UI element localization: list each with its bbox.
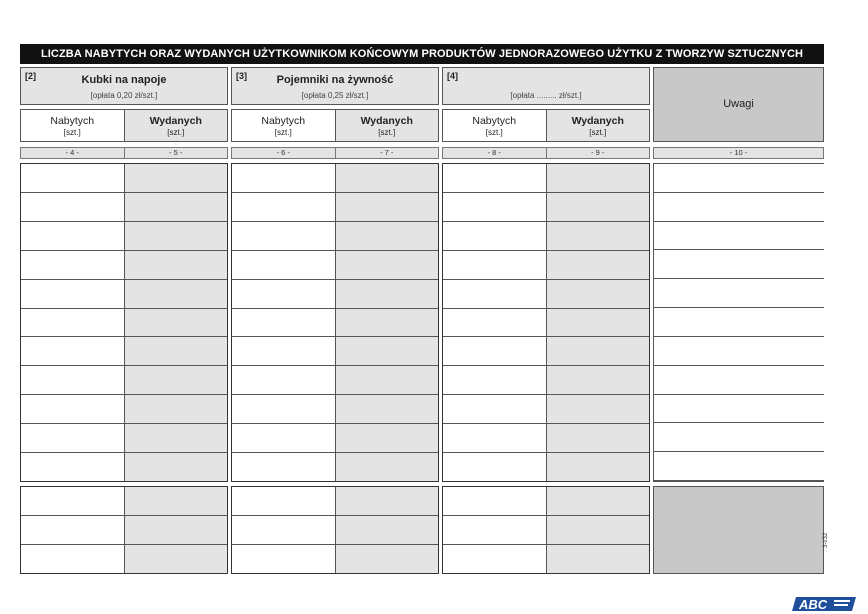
input-cell[interactable]	[547, 366, 650, 395]
acquired-column	[21, 164, 124, 481]
data-grid-containers	[231, 163, 439, 482]
input-cell[interactable]	[443, 453, 546, 481]
input-cell[interactable]	[21, 280, 124, 309]
input-cell[interactable]	[336, 545, 439, 573]
input-cell[interactable]	[547, 453, 650, 481]
input-cell[interactable]	[336, 164, 439, 193]
input-cell[interactable]	[232, 516, 335, 545]
input-cell[interactable]	[547, 251, 650, 280]
input-cell[interactable]	[232, 424, 335, 453]
acquired-column	[21, 487, 124, 573]
input-cell[interactable]	[232, 453, 335, 481]
input-cell[interactable]	[443, 516, 546, 545]
input-cell[interactable]	[336, 280, 439, 309]
group-title: Pojemniki na żywność	[276, 74, 394, 86]
acquired-column	[443, 164, 546, 481]
remarks-cell[interactable]	[654, 250, 824, 279]
issued-column	[335, 164, 439, 481]
input-cell[interactable]	[547, 395, 650, 424]
group-number: [3]	[236, 71, 247, 81]
input-cell[interactable]	[125, 366, 228, 395]
input-cell[interactable]	[336, 516, 439, 545]
issued-column	[546, 487, 650, 573]
column-numbers	[231, 147, 439, 159]
acquired-column	[443, 487, 546, 573]
column-numbers	[442, 147, 650, 159]
input-cell[interactable]	[232, 545, 335, 573]
issued-header: Wydanych [szt.]	[124, 110, 228, 141]
input-cell[interactable]	[443, 424, 546, 453]
input-cell[interactable]	[125, 193, 228, 222]
issued-header: Wydanych [szt.]	[546, 110, 650, 141]
input-cell[interactable]	[547, 516, 650, 545]
input-cell[interactable]	[443, 487, 546, 516]
remarks-cell[interactable]	[654, 279, 824, 308]
input-cell[interactable]	[443, 545, 546, 573]
column-number: - 10 -	[729, 148, 748, 157]
input-cell[interactable]	[547, 222, 650, 251]
input-cell[interactable]	[336, 453, 439, 481]
acquired-header: Nabytych [szt.]	[472, 115, 517, 137]
input-cell[interactable]	[125, 424, 228, 453]
acquired-column	[232, 487, 335, 573]
issued-column	[124, 487, 228, 573]
input-cell[interactable]	[232, 309, 335, 338]
remarks-cell[interactable]	[654, 164, 824, 193]
form-title: LICZBA NABYTYCH ORAZ WYDANYCH UŻYTKOWNIKOM KOŃCOWYM PRODUKTÓW JEDNORAZOWEGO UŻYTKU Z TWORZYW SZTUCZNYCH	[20, 44, 824, 64]
input-cell[interactable]	[21, 487, 124, 516]
input-cell[interactable]	[21, 309, 124, 338]
input-cell[interactable]	[125, 516, 228, 545]
total-grid-cups	[20, 486, 228, 574]
column-numbers	[20, 147, 228, 159]
data-grid-cups	[20, 163, 228, 482]
total-grid-containers	[231, 486, 439, 574]
input-cell[interactable]	[336, 337, 439, 366]
input-cell[interactable]	[125, 309, 228, 338]
input-cell[interactable]	[232, 164, 335, 193]
input-cell[interactable]	[443, 366, 546, 395]
input-cell[interactable]	[336, 424, 439, 453]
issued-column	[124, 164, 228, 481]
input-cell[interactable]	[443, 251, 546, 280]
remarks-cell[interactable]	[654, 395, 824, 424]
input-cell[interactable]	[443, 337, 546, 366]
input-cell[interactable]	[21, 545, 124, 573]
input-cell[interactable]	[443, 280, 546, 309]
group-number: [2]	[25, 71, 36, 81]
input-cell[interactable]	[547, 424, 650, 453]
input-cell[interactable]	[336, 366, 439, 395]
acquired-column	[232, 164, 335, 481]
input-cell[interactable]	[232, 337, 335, 366]
input-cell[interactable]	[21, 222, 124, 251]
remarks-cell[interactable]	[654, 452, 824, 481]
sub-header-other	[442, 109, 650, 142]
input-cell[interactable]	[125, 222, 228, 251]
remarks-cell[interactable]	[654, 193, 824, 222]
input-cell[interactable]	[232, 193, 335, 222]
group-title: Kubki na napoje	[81, 74, 167, 86]
issued-header: Wydanych [szt.]	[335, 110, 439, 141]
input-cell[interactable]	[21, 193, 124, 222]
group-header-containers	[231, 67, 439, 105]
input-cell[interactable]	[232, 222, 335, 251]
input-cell[interactable]	[21, 424, 124, 453]
input-cell[interactable]	[547, 487, 650, 516]
input-cell[interactable]	[125, 251, 228, 280]
remarks-footer	[653, 486, 824, 574]
sub-header-containers	[231, 109, 439, 142]
group-header-cups	[20, 67, 228, 105]
input-cell[interactable]	[547, 280, 650, 309]
column-number: - 6 -	[276, 148, 290, 157]
input-cell[interactable]	[547, 545, 650, 573]
input-cell[interactable]	[547, 309, 650, 338]
group-header-other	[442, 67, 650, 105]
remarks-cell[interactable]	[654, 337, 824, 366]
input-cell[interactable]	[232, 395, 335, 424]
group-fee: [opłata 0,25 zł/szt.]	[301, 91, 369, 100]
column-number: - 9 -	[546, 148, 650, 158]
input-cell[interactable]	[443, 193, 546, 222]
acquired-header: Nabytych [szt.]	[261, 115, 306, 137]
input-cell[interactable]	[21, 251, 124, 280]
input-cell[interactable]	[336, 395, 439, 424]
issued-column	[546, 164, 650, 481]
remarks-header: Uwagi	[653, 67, 824, 142]
input-cell[interactable]	[547, 193, 650, 222]
column-number: - 8 -	[487, 148, 501, 157]
sub-header-cups	[20, 109, 228, 142]
input-cell[interactable]	[336, 251, 439, 280]
input-cell[interactable]	[21, 395, 124, 424]
group-number: [4]	[447, 71, 458, 81]
input-cell[interactable]	[21, 164, 124, 193]
remarks-cell[interactable]	[654, 308, 824, 337]
group-fee: [opłata 0,20 zł/szt.]	[90, 91, 158, 100]
input-cell[interactable]	[125, 337, 228, 366]
column-number: - 7 -	[335, 148, 439, 158]
logo-text: ABC	[799, 597, 828, 612]
input-cell[interactable]	[125, 395, 228, 424]
input-cell[interactable]	[21, 453, 124, 481]
input-cell[interactable]	[125, 164, 228, 193]
input-cell[interactable]	[125, 487, 228, 516]
acquired-header: Nabytych [szt.]	[50, 115, 95, 137]
input-cell[interactable]	[443, 164, 546, 193]
total-grid-other	[442, 486, 650, 574]
input-cell[interactable]	[443, 395, 546, 424]
input-cell[interactable]	[336, 193, 439, 222]
input-cell[interactable]	[21, 516, 124, 545]
input-cell[interactable]	[547, 164, 650, 193]
input-cell[interactable]	[232, 487, 335, 516]
group-fee: [opłata ......... zł/szt.]	[510, 91, 582, 100]
data-grid-other	[442, 163, 650, 482]
input-cell[interactable]	[232, 280, 335, 309]
input-cell[interactable]	[21, 366, 124, 395]
input-cell[interactable]	[125, 545, 228, 573]
remarks-grid	[653, 163, 824, 482]
input-cell[interactable]	[232, 251, 335, 280]
abc-logo	[790, 596, 860, 612]
input-cell[interactable]	[232, 366, 335, 395]
input-cell[interactable]	[21, 337, 124, 366]
column-numbers	[653, 147, 824, 159]
input-cell[interactable]	[125, 453, 228, 481]
remarks-cell[interactable]	[654, 366, 824, 395]
input-cell[interactable]	[547, 337, 650, 366]
input-cell[interactable]	[125, 280, 228, 309]
column-number: - 4 -	[65, 148, 79, 157]
issued-column	[335, 487, 439, 573]
remarks-cell[interactable]	[654, 423, 824, 452]
input-cell[interactable]	[336, 487, 439, 516]
column-number: - 5 -	[124, 148, 228, 158]
form-code: 3-t/32	[823, 532, 829, 548]
input-cell[interactable]	[443, 222, 546, 251]
input-cell[interactable]	[336, 222, 439, 251]
input-cell[interactable]	[336, 309, 439, 338]
input-cell[interactable]	[443, 309, 546, 338]
remarks-cell[interactable]	[654, 222, 824, 251]
